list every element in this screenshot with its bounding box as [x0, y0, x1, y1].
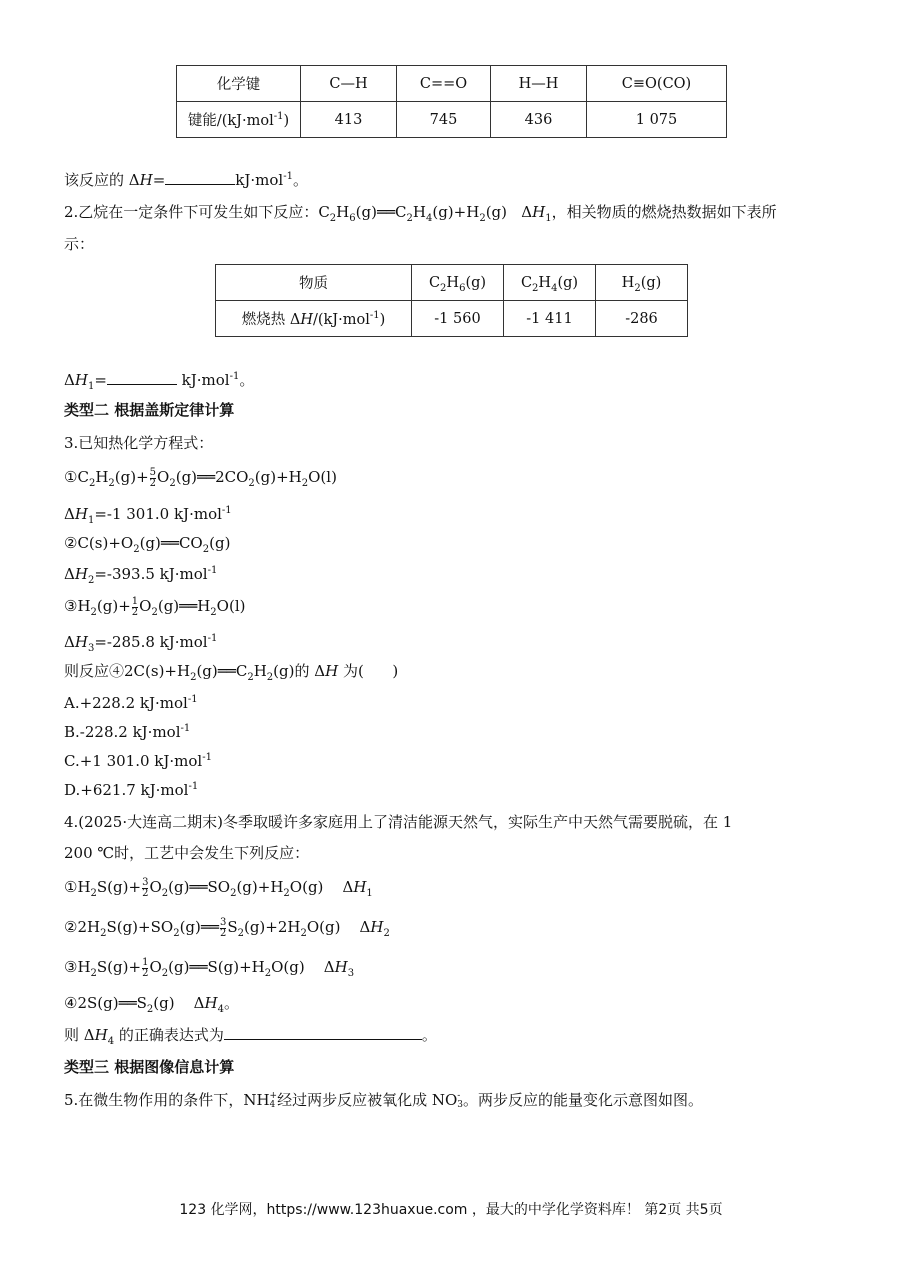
table-cell: -286	[596, 301, 688, 337]
question-1-tail: 该反应的 ΔH= kJ·mol$^{-1}$。	[64, 171, 308, 189]
option-d[interactable]: D.+621.7 kJ·mol$^{-1}$	[64, 781, 199, 799]
equation: $①C_2H_2(g)+$ $\frac{5}{2}$ $O_2(g)══2CO_2(g)+H_2O(l)$	[64, 466, 337, 489]
table-cell: -1 411	[504, 301, 596, 337]
table-cell: 436	[491, 102, 587, 138]
option-b[interactable]: B.-228.2 kJ·mol$^{-1}$	[64, 723, 191, 741]
table-cell: -1 560	[412, 301, 504, 337]
question-4-stem: 4.(2025·大连高二期末)冬季取暖许多家庭用上了清洁能源天然气，实际生产中天然气需要脱硫，在 1	[64, 813, 733, 831]
table-cell: 1 075	[587, 102, 727, 138]
table-header-cell: C—H	[301, 66, 397, 102]
question-3-stem: 3.已知热化学方程式：	[64, 434, 214, 452]
enthalpy-value: $\Delta H_2=-393.5$ kJ·mol$^{-1}$	[64, 565, 218, 586]
equation: $③H_2(g)+$ $\frac{1}{2}$ $O_2(g)══H_2O(l)$	[64, 595, 246, 618]
table-header-cell: $C_2H_6(g)$	[412, 265, 504, 301]
equation: $②C(s)+O_2(g)══CO_2(g)$	[64, 534, 231, 555]
equation: $④2S(g)══S_2(g)$ $\Delta H_4$。	[64, 994, 239, 1015]
bond-energy-table	[176, 65, 727, 138]
option-c[interactable]: C.+1 301.0 kJ·mol$^{-1}$	[64, 752, 212, 770]
table-header-cell: 物质	[216, 265, 412, 301]
table-header-cell: C==O	[397, 66, 491, 102]
question-2-stem: 2.乙烷在一定条件下可发生如下反应：$C_2H_6(g)══C_2H_4(g)+H_2(g)$ $\Delta H_1$，相关物质的燃烧热数据如下表所	[64, 203, 777, 224]
question-4-ask: 则 $\Delta H_4$ 的正确表达式为 。	[64, 1026, 437, 1047]
table-row-label: 燃烧热 ΔH/(kJ·mol$^{-1}$)	[216, 301, 412, 337]
question-2-stem-cont: 示：	[64, 235, 95, 253]
table-cell: 745	[397, 102, 491, 138]
question-5-stem: 5.在微生物作用的条件下，NH + 4 经过两步反应被氧化成 NO - 3 。两步反应的能量变化示意图如图。	[64, 1091, 704, 1110]
table-header-cell: $C_2H_4(g)$	[504, 265, 596, 301]
option-a[interactable]: A.+228.2 kJ·mol$^{-1}$	[64, 694, 198, 712]
question-2-answer: $\Delta H_1= kJ\cdot mol^{-1}$。	[64, 371, 255, 392]
question-4-stem-cont: 200 ℃时，工艺中会发生下列反应：	[64, 844, 310, 862]
question-3-ask: 则反应$④2C(s)+H_2(g)══C_2H_2(g)$的 ΔH 为( )	[64, 662, 399, 683]
equation: $③H_2S(g)+$ $\frac{1}{2}$ $O_2(g)══S(g)+H_2O(g)$ $\Delta H_3$	[64, 956, 355, 979]
table-header-cell: $H_2(g)$	[596, 265, 688, 301]
page-footer: 123 化学网，https://www.123huaxue.com ，最大的中学化学资料库！ 第2页 共5页	[179, 1202, 723, 1218]
equation: $①H_2S(g)+$ $\frac{3}{2}$ $O_2(g)══SO_2(g)+H_2O(g)$ $\Delta H_1$	[64, 876, 373, 899]
combustion-heat-table	[215, 264, 688, 337]
table-header-cell: C≡O(CO)	[587, 66, 727, 102]
section-title-type3: 类型三 根据图像信息计算	[64, 1058, 235, 1076]
equation: $②2H_2S(g)+SO_2(g)══$ $\frac{3}{2}$ $S_2(g)+2H_2O(g)$ $\Delta H_2$	[64, 916, 390, 939]
enthalpy-value: $\Delta H_3=-285.8$ kJ·mol$^{-1}$	[64, 633, 218, 654]
enthalpy-value: $\Delta H_1=-1$ 301.0 kJ·mol$^{-1}$	[64, 505, 232, 526]
table-header-cell: 化学键	[177, 66, 301, 102]
table-header-cell: H—H	[491, 66, 587, 102]
table-cell: 413	[301, 102, 397, 138]
table-row-label: 键能/(kJ·mol$^{-1}$)	[177, 102, 301, 138]
section-title-type2: 类型二 根据盖斯定律计算	[64, 401, 235, 419]
